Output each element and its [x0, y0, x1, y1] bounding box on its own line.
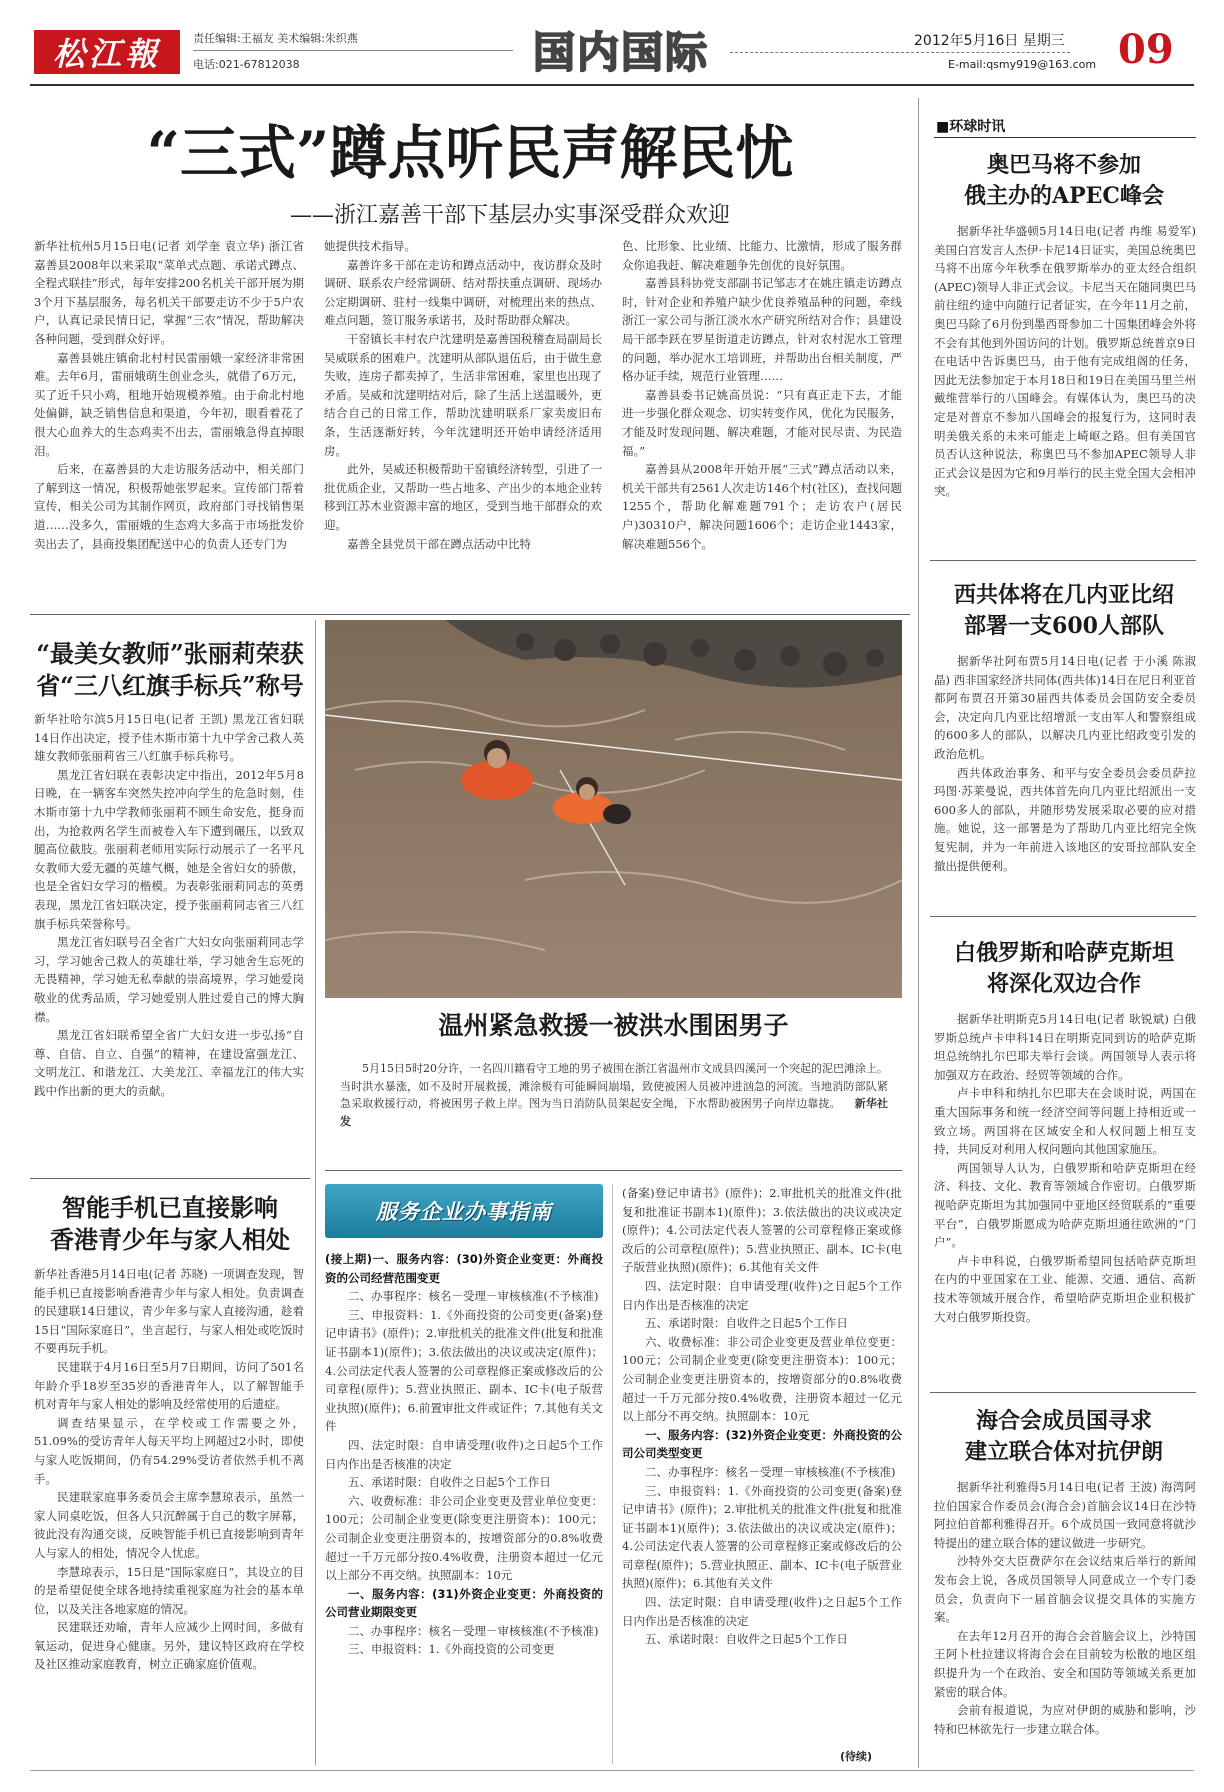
phone-para: 民建联家庭事务委员会主席李慧琼表示，虽然一家人同桌吃饭，但各人只沉醉属于自己的数字屏幕，彼此没有沟通交谈，反映智能手机已直接影响到青年人与家人的相处，情况令人忧虑。	[34, 1490, 304, 1560]
global-label-rule	[934, 137, 1196, 138]
teacher-para: 黑龙江省妇联在表彰决定中指出，2012年5月8日晚，在一辆客车突然失控冲向学生的危急时刻，佳木斯市第十九中学教师张丽莉不顾生命安危，挺身而出，为抢救两名学生而被卷入车下遭到碾压，以致双腿高位截肢。张丽莉老师用实际行动展示了一名平凡女教师大爱无疆的英雄气概，她是全省妇女的骄傲，也是全省妇女学习的楷模。为表彰张丽莉同志的英勇表现，黑龙江省妇联决定，授予张丽莉同志省三八红旗手标兵荣誉称号。	[34, 767, 304, 931]
logo-text: 松江報	[52, 35, 161, 73]
header-bottom-rule	[30, 84, 1194, 86]
teacher-para: 黑龙江省妇联希望全省广大妇女进一步弘扬“自尊、自信、自立、自强”的精神，在建设富强龙江、文明龙江、和谐龙江、大美龙江、幸福龙江的伟大实践中作出新的更大的贡献。	[34, 1028, 304, 1098]
global-s1-headline-2: 俄主办的APEC峰会	[964, 183, 1164, 209]
flood-rescue-photo	[325, 620, 902, 998]
guide-item: 四、法定时限：自申请受理(收件)之日起5个工作日内作出是否核准的决定	[622, 1595, 902, 1628]
guide-item: (备案)登记申请书》(原件)；2.审批机关的批准文件(批复和批准证书副本1)(原件)；3.依法做出的决议或决定(原件)；4.公司法定代表人签署的公司章程修正案或修改后的公司章程(原件)；5.营业执照正、副本、IC卡(电子版营业执照)(原件)；6.其他有关文件	[622, 1186, 902, 1275]
main-headline: “三式”蹲点听民声解民忧	[146, 119, 794, 187]
section-title: 国内国际	[532, 28, 709, 77]
global-s2-headline-2: 部署一支600人部队	[964, 613, 1164, 639]
guide-item: 二、办事程序：核名－受理－审核核准(不予核准)	[348, 1289, 599, 1304]
global-s1-para: 据新华社华盛顿5月14日电(记者 冉维 易爱军) 美国白宫发言人杰伊·卡尼14日证实，美国总统奥巴马将不出席今年秋季在俄罗斯举办的亚太经合组织(APEC)领导人非正式会议。卡尼当天在随同奥巴马前往纽约途中向随行记者证实，在今年11月之前，奥巴马除了6月份到墨西哥参加二十国集团峰会外将不会有其他到外国访问的计划。俄罗斯总统普京9日在电话中告诉奥巴马，由于他有完成组阁的任务，因此无法参加定于本月18日和19日在美国马里兰州戴维营举行的八国峰会。有媒体认为，奥巴马的决定是对普京不参加八国峰会的报复行为，这同时表明美俄关系的未来可能走上崎岖之路。但有美国官员否认这种说法，称奥巴马不参加APEC领导人非正式会议是因为它和9月举行的民主党全国大会相冲突。	[934, 224, 1196, 499]
header-mini-rule	[193, 50, 513, 51]
guide-banner	[325, 1184, 603, 1238]
guide-item: 四、法定时限：自申请受理(收件)之日起5个工作日内作出是否核准的决定	[622, 1278, 902, 1312]
guide-col-divider	[612, 1184, 613, 1764]
guide-item: 四、法定时限：自申请受理(收件)之日起5个工作日内作出是否核准的决定	[325, 1437, 603, 1471]
phone-story-body	[34, 1265, 304, 1765]
global-s1-headline-1: 奥巴马将不参加	[986, 152, 1141, 178]
guide-item: 五、承诺时限：自收件之日起5个工作日	[348, 1475, 551, 1490]
guide-item: 二、办事程序：核名－受理－审核核准(不予核准)	[348, 1623, 599, 1638]
global-s2-headline-1: 西共体将在几内亚比绍	[953, 582, 1174, 608]
guide-banner-text: 服务企业办事指南	[376, 1200, 552, 1224]
photo-bottom-rule	[325, 1170, 902, 1171]
phone-para: 民建联还劝喻，青年人应减少上网时间，多做有氧运动，促进身心健康。另外，建议特区政府在学校及社区推动家庭教育，树立正确家庭价值观。	[34, 1620, 304, 1672]
page-number: 09	[1118, 26, 1174, 73]
left-col-divider	[315, 620, 316, 1765]
main-subheadline: ——浙江嘉善干部下基层办实事深受群众欢迎	[289, 203, 730, 228]
main-col1-para: 新华社杭州5月15日电(记者 刘学奎 袁立华) 浙江省嘉善县2008年以来采取“菜单式点题、承诺式蹲点、全程式联挂”形式，每年安排200名机关干部开展为期3个月下基层服务，每名机关干部要走访不少于5户农户，认真记录民情日记，掌握“三农”情况，帮助解决各种问题，受到群众好评。	[34, 239, 304, 346]
phone-para: 李慧琼表示，15日是“国际家庭日”，其设立的目的是希望促使全球各地持续重视家庭为社会的基本单位，以及关注各地家庭的情况。	[34, 1564, 304, 1616]
photo-caption-text	[340, 1060, 888, 1130]
guide-item: 五、承诺时限：自收件之日起5个工作日	[645, 1316, 848, 1331]
main-col2-para: 她提供技术指导。	[324, 239, 416, 253]
photo-caption-body: 5月15日5时20分许，一名四川籍看守工地的男子被围在浙江省温州市文成县四溪河一个突起的泥巴滩涂上。当时洪水暴涨，如不及时开展救援，滩涂极有可能瞬间崩塌，致使被困人员被冲进汹急的河流。当地消防部队紧急采取救援行动，将被困男子救上岸。图为当日消防队员架起安全绳，下水帮助被困男子向岸边靠拢。	[340, 1062, 888, 1110]
global-s4-headline-2: 建立联合体对抗伊朗	[964, 1439, 1163, 1465]
global-s3-rule	[930, 1392, 1196, 1393]
global-s4-para: 据新华社利雅得5月14日电(记者 王波) 海湾阿拉伯国家合作委员会(海合会)首脑会议14日在沙特阿拉伯首都利雅得召开。6个成员国一致同意将就沙特提出的建立联合体的建议做进一步研究。	[934, 1480, 1196, 1550]
page-bottom-rule	[30, 1770, 1194, 1771]
main-col2-para: 此外，吴威还积极帮助干窑镇经济转型，引进了一批优质企业，又帮助一些占地多、产出少的本地企业转移到江苏木业资源丰富的地区，受到当地干部群众的欢迎。	[324, 462, 602, 532]
global-s1-rule	[930, 560, 1196, 561]
global-s3-body	[934, 1010, 1196, 1380]
main-col3-para: 色、比形象、比业绩、比能力、比激情，形成了服务群众你追我赶、解决难题争先创优的良好氛围。	[622, 239, 902, 272]
guide-item: 三、申报资料：1.《外商投资的公司变更	[348, 1642, 555, 1657]
main-col3-para: 嘉善县科协党支部副书记邹志才在姚庄镇走访蹲点时，针对企业和养殖户缺少优良养殖品种的问题，牵线浙江一家公司与浙江淡水水产研究所结对合作；县建设局干部李跃在罗星街道走访蹲点，针对农村泥水工管理的问题，举办泥水工培训班，并帮助出台相关制度，严格办证手续，规范行业管理……	[622, 276, 902, 384]
global-s3-para: 卢卡申科和纳扎尔巴耶夫在会谈时说，两国在重大国际事务和统一经济空间等问题上持相近或一致立场。两国将在区域安全和人权问题上相互支持，共同反对利用人权问题向其他国家施压。	[934, 1086, 1196, 1157]
masthead-logo	[34, 30, 180, 74]
editors-line: 责任编辑:王福友 美术编辑:朱织燕	[193, 32, 358, 45]
global-s3-headline-2: 将深化双边合作	[986, 971, 1141, 997]
main-story-col3	[622, 237, 902, 605]
global-s4-para: 会前有报道说，为应对伊朗的威胁和影响，沙特和巴林欲先行一步建立联合体。	[934, 1703, 1196, 1736]
phone-para: 民建联于4月16日至5月7日期间，访问了501名年龄介乎18岁至35岁的香港青年人，以了解智能手机对青年与家人相处的影响及经常使用的后遗症。	[34, 1359, 304, 1412]
email-line: E-mail:qsmy919@163.com	[948, 58, 1097, 71]
global-s4-para: 沙特外交大臣费萨尔在会议结束后举行的新闻发布会上说，各成员国领导人同意成立一个专门委员会，负责向下一届首脑会议提交具体的实施方案。	[934, 1554, 1196, 1625]
guide-item: 五、承诺时限：自收件之日起5个工作日	[645, 1632, 848, 1647]
flood-photo-illustration	[325, 620, 902, 998]
main-col2-para: 干窑镇长丰村农户沈建明是嘉善国税稽查局副局长吴威联系的困难户。沈建明从部队退伍后，由于做生意失败，连房子都卖掉了，生活非常困难，家里也出现了矛盾。吴威和沈建明结对后，除了生活上送温暖外，更结合自己的日常工作，帮助沈建明联系厂家卖废旧布条，生活逐渐好转，今年沈建明还开始申请经济适用房。	[324, 331, 602, 458]
main-col2-para: 嘉善全县党员干部在蹲点活动中比特	[347, 536, 531, 551]
teacher-bottom-rule	[30, 1178, 310, 1179]
global-s4-body	[934, 1478, 1196, 1765]
guide-item: (接上期)一、服务内容：(30)外资企业变更：外商投资的公司经营范围变更	[325, 1252, 603, 1285]
global-s3-headline-1: 白俄罗斯和哈萨克斯坦	[953, 940, 1174, 966]
guide-item: 一、服务内容：(32)外资企业变更：外商投资的公司公司类型变更	[622, 1427, 902, 1461]
main-col3-para: 嘉善县从2008年开始开展“三式”蹲点活动以来，机关干部共有2561人次走访146个村(社区)，查找问题1255个，帮助化解难题791个；走访农户(居民户)30310户，解决问题1606个；走访企业1443家，解决难题556个。	[622, 462, 902, 551]
phone-headline-1: 智能手机已直接影响	[62, 1193, 278, 1222]
global-s4-para: 在去年12月召开的海合会首脑会议上，沙特国王阿卜杜拉建议将海合会在目前较为松散的地区组织提升为一个在政治、安全和国防等领域关系更加紧密的联合体。	[934, 1628, 1196, 1699]
global-s2-body	[934, 652, 1196, 900]
header-dashed-line	[730, 52, 1070, 53]
guide-item: 六、收费标准：非公司企业变更及营业单位变更：100元；公司制企业变更(除变更注册资本)：100元；公司制企业变更注册资本的，按增资部分的0.8%收费超过一千万元部分按0.4%收费，注册资本超过一亿元以上部分不再交纳。执照副本：10元	[622, 1334, 902, 1424]
photo-caption-title: 温州紧急救援一被洪水围困男子	[438, 1011, 789, 1040]
main-col3-para: 嘉善县委书记姚高员说：“只有真正走下去，才能进一步强化群众观念、切实转变作风，优化为民服务，才能及时发现问题、解决难题，才能对民尽责、为民造福。”	[622, 387, 902, 458]
global-s2-para: 据新华社阿布贾5月14日电(记者 于小溪 陈淑晶) 西非国家经济共同体(西共体)14日在尼日利亚首都阿布贾召开第30届西共体委员会国防安全委员会，决定向几内亚比绍增派一支由军人和警察组成的600多人的部队，以解决几内亚比绍政变引发的政治危机。	[934, 654, 1196, 761]
column-divider	[918, 98, 919, 1768]
global-column-label: ■环球时讯	[936, 119, 1006, 135]
global-s3-para: 两国领导人认为，白俄罗斯和哈萨克斯坦在经济、科技、文化、教育等领域合作密切。白俄罗斯视哈萨克斯坦为其加强同中亚地区经贸联系的“重要平台”，白俄罗斯愿成为哈萨克斯坦通往欧洲的“门户”。	[934, 1160, 1196, 1250]
teacher-para: 新华社哈尔滨5月15日电(记者 王凯) 黑龙江省妇联14日作出决定，授予佳木斯市第十九中学舍己救人英雄女教师张丽莉省三八红旗手标兵称号。	[34, 712, 304, 764]
guide-item: 一、服务内容：(31)外资企业变更：外商投资的公司营业期限变更	[325, 1586, 603, 1620]
global-s4-headline-1: 海合会成员国寻求	[975, 1408, 1152, 1434]
main-story-col2	[324, 237, 602, 605]
guide-item: 三、申报资料：1.《外商投资的公司变更(备案)登记申请书》(原件)；2.审批机关的批准文件(批复和批准证书副本1)(原件)；3.依法做出的决议或决定(原件)；4.公司法定代表人签署的公司章程修正案或修改后的公司章程(原件)；5.营业执照正、副本、IC卡(电子版营业执照)(原件)；6.其他有关文件	[622, 1483, 902, 1591]
main-story-col1	[34, 237, 304, 605]
main-col1-para: 后来，在嘉善县的大走访服务活动中，相关部门了解到这一情况，积极帮她张罗起来。宣传部门帮着宣传，相关公司为其制作网页，政府部门寻找销售渠道……没多久，雷丽娥的生态鸡大多高于市场批发价卖出去了，县商投集团配送中心的负责人还专门为	[34, 462, 304, 551]
global-s1-body	[934, 222, 1196, 548]
teacher-para: 黑龙江省妇联号召全省广大妇女向张丽莉同志学习，学习她舍己救人的英雄壮举，学习她舍生忘死的无畏精神，学习她无私奉献的崇高境界，学习她爱岗敬业的优秀品质，学习她爱别人胜过爱自己的博大胸襟。	[34, 935, 304, 1024]
guide-col1	[325, 1250, 603, 1765]
teacher-story-body	[34, 710, 304, 1168]
guide-item: 六、收费标准：非公司企业变更及营业单位变更：100元；公司制企业变更(除变更注册资本)：100元；公司制企业变更注册资本的，按增资部分的0.8%收费超过一千万元部分按0.4%收费，注册资本超过一亿元以上部分不再交纳。执照副本：10元	[325, 1493, 603, 1583]
photo-credit: 新华社 发	[340, 1097, 889, 1128]
teacher-headline-1: “最美女教师”张丽莉荣获	[36, 639, 304, 668]
phone-para: 调查结果显示，在学校或工作需要之外，51.09%的受访青年人每天平均上网超过2小时，即使与家人吃饭期间，仍有54.29%受访者依然手机不离手。	[34, 1415, 304, 1486]
phone-line: 电话:021-67812038	[193, 58, 300, 71]
global-s2-para: 西共体政治事务、和平与安全委员会委员萨拉玛图·苏莱曼说，西共体首先向几内亚比绍派出一支600多人的部队，并随形势发展采取必要的应对措施。她说，这一部署是为了帮助几内亚比绍完全恢复宪制，并为一年前进入该地区的安哥拉部队安全撤出提供便利。	[934, 765, 1196, 873]
main-col1-para: 嘉善县姚庄镇俞北村村民雷丽娥一家经济非常困难。去年6月，雷丽娥萌生创业念头，就借了6万元，买了近千只小鸡，租地开始规模养殖。由于俞北村地处偏僻，缺乏销售信息和渠道，今年初，眼看着花了很大心血养大的生态鸡卖不出去，雷丽娥急得直掉眼泪。	[34, 350, 304, 458]
global-s2-rule	[930, 916, 1196, 917]
global-s3-para: 据新华社明斯克5月14日电(记者 耿锐斌) 白俄罗斯总统卢卡申科14日在明斯克同到访的哈萨克斯坦总统纳扎尔巴耶夫举行会谈。两国领导人表示将加强双方在政治、经贸等领域的合作。	[934, 1012, 1196, 1082]
global-s3-para: 卢卡申科说，白俄罗斯希望同包括哈萨克斯坦在内的中亚国家在工业、能源、交通、通信、高新技术等领域开展合作，希望哈萨克斯坦企业积极扩大对白俄罗斯投资。	[934, 1253, 1196, 1324]
phone-headline-2: 香港青少年与家人相处	[50, 1225, 290, 1254]
issue-date: 2012年5月16日 星期三	[914, 33, 1065, 49]
main-story-bottom-rule	[30, 614, 910, 615]
main-col2-para: 嘉善许多干部在走访和蹲点活动中，夜访群众及时调研、联系农户经常调研、结对帮扶重点调研、现场办公定期调研、驻村一线集中调研，对梳理出来的热点、难点问题，签订服务承诺书，及时帮助群众解决。	[324, 257, 602, 328]
phone-para: 新华社香港5月14日电(记者 苏晓) 一项调查发现，智能手机已直接影响香港青少年与家人相处。负责调查的民建联14日建议，青少年多与家人直接沟通，趁着15日“国际家庭日”，坐言起行，与家人相处或吃饭时不要再玩手机。	[34, 1267, 304, 1356]
teacher-headline-2: 省“三八红旗手标兵”称号	[36, 671, 304, 700]
to-be-continued: (待续)	[840, 1750, 873, 1763]
guide-item: 三、申报资料：1.《外商投资的公司变更(备案)登记申请书》(原件)；2.审批机关的批准文件(批复和批准证书副本1)(原件)；3.依法做出的决议或决定(原件)；4.公司法定代表人签署的公司章程修正案或修改后的公司章程(原件)；5.营业执照正、副本、IC卡(电子版营业执照)(原件)；6.前置审批文件或证件；7.其他有关文件	[325, 1307, 603, 1434]
guide-item: 二、办事程序：核名－受理－审核核准(不予核准)	[645, 1464, 896, 1479]
guide-col2	[622, 1184, 902, 1744]
